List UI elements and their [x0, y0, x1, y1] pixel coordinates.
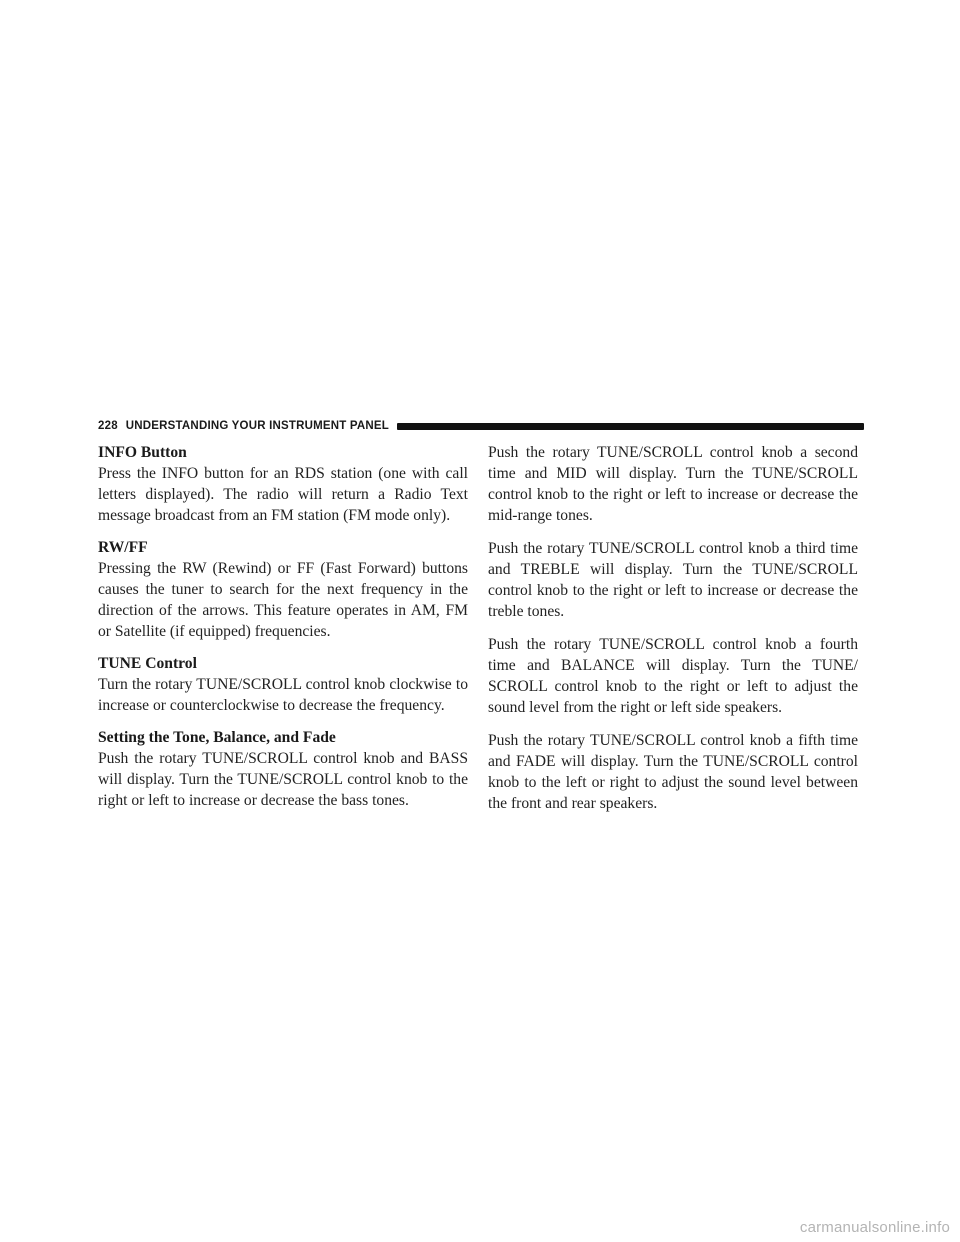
section-title: UNDERSTANDING YOUR INSTRUMENT PANEL [125, 420, 389, 432]
paragraph-text: Push the rotary TUNE/SCROLL control knob a third time and TREBLE will display. Turn the TUNE/SCROLL control knob to the right or left to increase or decrease the treble tones. [488, 540, 858, 620]
section-heading: RW/FF [98, 539, 148, 556]
section-heading: TUNE Control [98, 655, 197, 672]
page-header [98, 417, 864, 435]
watermark: carmanualsonline.info [799, 1219, 950, 1236]
section-body: Pressing the RW (Rewind) or FF (Fast Forward) buttons causes the tuner to search for the next frequency in the direction of the arrows. This feature operates in AM, FM or Satellite (if equipped) frequencies. [98, 560, 468, 640]
paragraph-fade [488, 730, 858, 814]
paragraph-mid [488, 442, 858, 526]
section-body: Push the rotary TUNE/SCROLL control knob and BASS will display. Turn the TUNE/SCROLL control knob to the right or left to increase or decrease the bass tones. [98, 750, 468, 809]
section-tune-control [98, 653, 468, 716]
header-rule [397, 423, 864, 430]
section-heading: Setting the Tone, Balance, and Fade [98, 729, 336, 746]
paragraph-text: Push the rotary TUNE/SCROLL control knob a fifth time and FADE will display. Turn the TUNE/SCROLL control knob to the left or right to adjust the sound level between the front and rear speakers. [488, 732, 858, 812]
paragraph-text: Push the rotary TUNE/SCROLL control knob a second time and MID will display. Turn the TUNE/SCROLL control knob to the right or left to increase or decrease the mid-range tones. [488, 444, 858, 524]
right-column [488, 442, 858, 826]
section-body: Press the INFO button for an RDS station (one with call letters displayed). The radio will return a Radio Text message broadcast from an FM station (FM mode only). [98, 465, 468, 524]
section-heading: INFO Button [98, 444, 187, 461]
section-rw-ff [98, 537, 468, 642]
section-tone-balance-fade [98, 727, 468, 811]
paragraph-treble [488, 538, 858, 622]
left-column [98, 442, 468, 822]
section-body: Turn the rotary TUNE/SCROLL control knob clockwise to increase or counterclockwise to decrease the frequency. [98, 676, 468, 714]
section-info-button [98, 442, 468, 526]
paragraph-balance [488, 634, 858, 718]
paragraph-text: Push the rotary TUNE/SCROLL control knob a fourth time and BALANCE will display. Turn the TUNE/ SCROLL control knob to the right or left to adjust the sound level from the right or left side speakers. [488, 636, 858, 716]
page-number: 228 [98, 420, 118, 432]
